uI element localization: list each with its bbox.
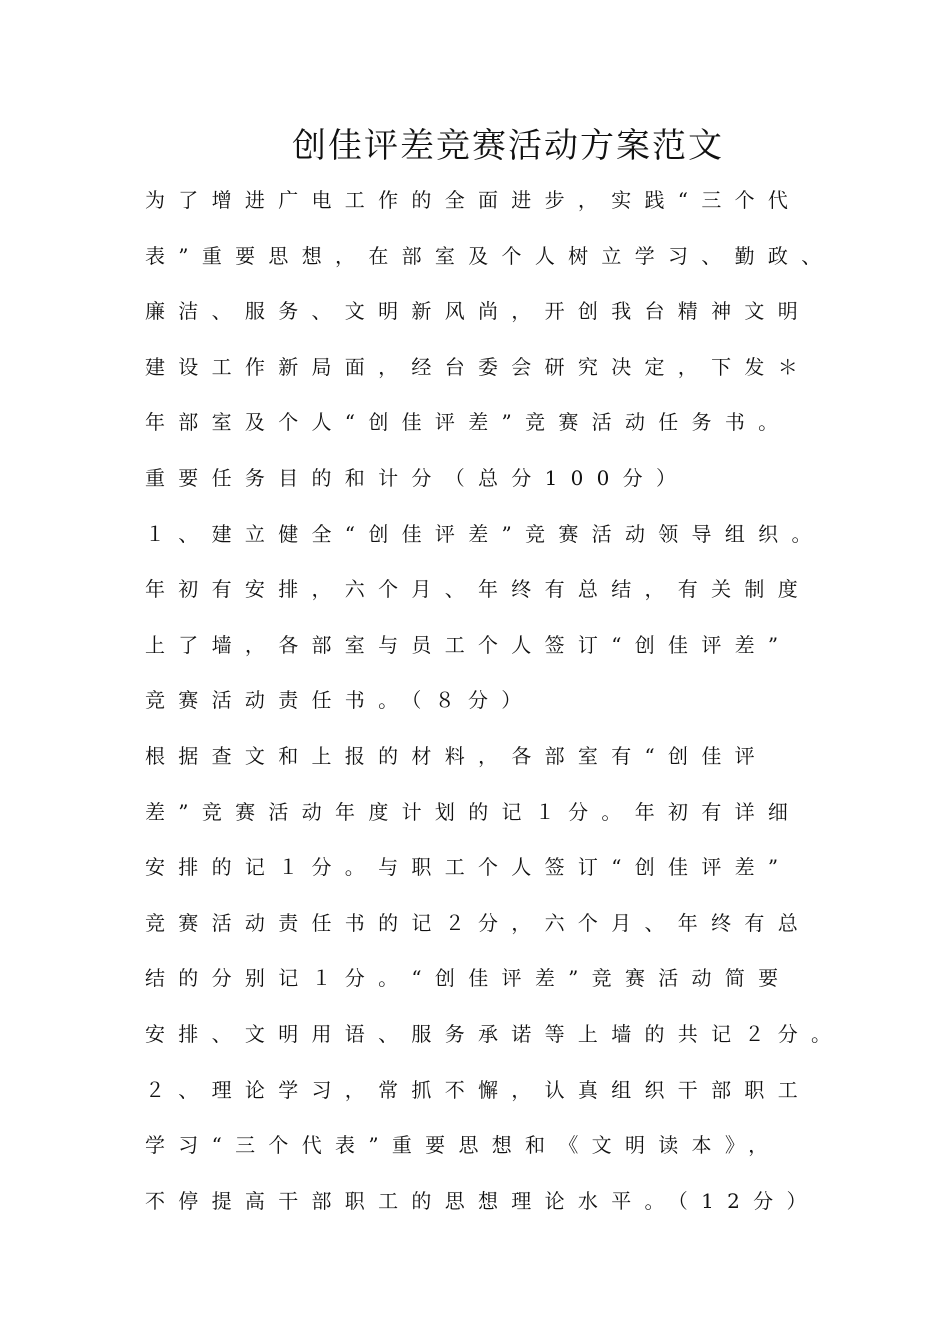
body-line: 不停提高干部职工的思想理论水平。（12分） <box>145 1188 820 1213</box>
body-line: 差”竞赛活动年度计划的记１分。年初有详细 <box>145 799 802 824</box>
body-line: 重要任务目的和计分（总分100分） <box>145 465 690 490</box>
body-line: 表”重要思想，在部室及个人树立学习、勤政、 <box>145 243 835 268</box>
body-line: 根据查文和上报的材料，各部室有“创佳评 <box>145 743 768 768</box>
body-line: 年部室及个人“创佳评差”竞赛活动任务书。 <box>145 410 792 435</box>
body-line: 安排、文明用语、服务承诺等上墙的共记２分。 <box>145 1021 845 1046</box>
body-line: 为了增进广电工作的全面进步，实践“三个代 <box>145 188 802 212</box>
body-line: 安排的记１分。与职工个人签订“创佳评差” <box>145 855 792 880</box>
document-title: 创佳评差竞赛活动方案范文 <box>292 126 724 166</box>
body-line: 竞赛活动责任书的记２分，六个月、年终有总 <box>145 910 811 935</box>
body-line: ２、理论学习，常抓不懈，认真组织干部职工 <box>145 1077 811 1102</box>
document-body <box>145 183 845 1239</box>
body-line: 上了墙，各部室与员工个人签订“创佳评差” <box>145 632 792 657</box>
body-line: 结的分别记１分。“创佳评差”竞赛活动简要 <box>145 966 792 991</box>
body-line: １、建立健全“创佳评差”竞赛活动领导组织。 <box>145 521 825 546</box>
body-line: 年初有安排，六个月、年终有总结，有关制度 <box>145 577 811 602</box>
body-line: 廉洁、服务、文明新风尚，开创我台精神文明 <box>145 299 811 324</box>
body-line: 学习“三个代表”重要思想和《文明读本》， <box>145 1133 782 1158</box>
body-line: 建设工作新局面，经台委会研究决定，下发＊ <box>145 354 811 379</box>
body-line: 竞赛活动责任书。（８分） <box>145 688 535 713</box>
